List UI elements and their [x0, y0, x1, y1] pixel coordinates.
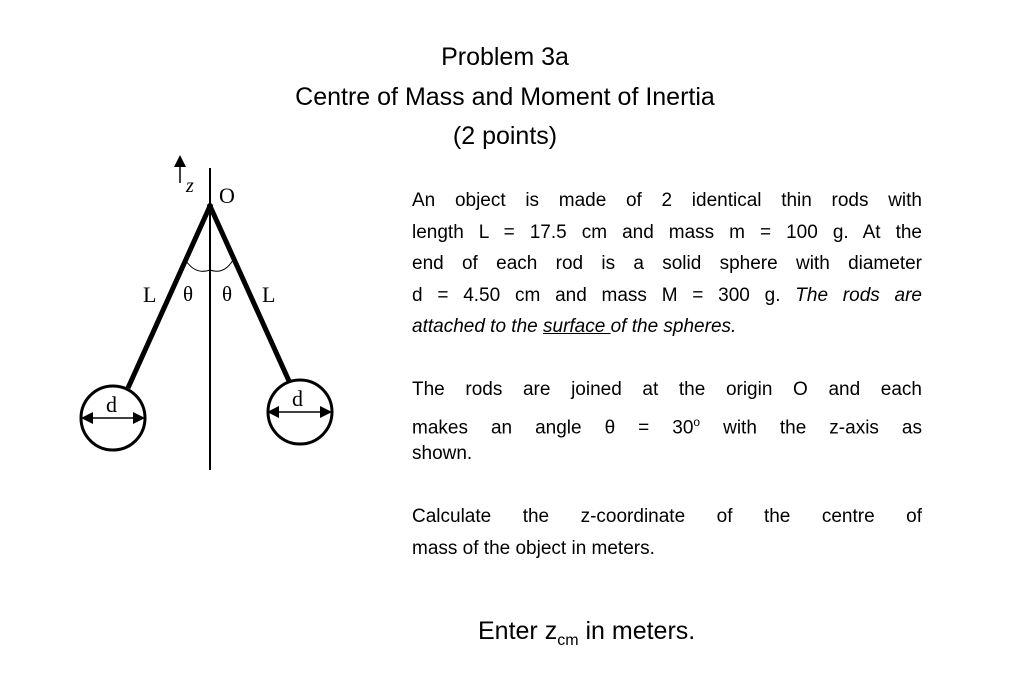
- answer-prompt: [478, 616, 695, 656]
- left-rod: [128, 206, 210, 388]
- degree-superscript: o: [693, 415, 701, 429]
- text-line: shown.: [412, 443, 473, 464]
- italic-note: attached to the: [412, 316, 543, 337]
- right-diameter-label: d: [292, 386, 303, 411]
- prompt-text: in meters.: [578, 617, 696, 645]
- problem-subtitle: Centre of Mass and Moment of Inertia: [295, 83, 715, 111]
- z-axis-label: z: [186, 175, 194, 197]
- right-angle-arc: [210, 260, 233, 271]
- origin-label: O: [219, 183, 235, 208]
- text-line: length L = 17.5 cm and mass m = 100 g. At the: [412, 222, 922, 243]
- text-line: [412, 284, 922, 308]
- text-line: [412, 315, 922, 339]
- left-rod-length-label: L: [143, 282, 157, 307]
- text-segment: with the z-axis as: [700, 417, 922, 439]
- pendulum-diagram: [0, 0, 400, 500]
- underlined-word: surface: [543, 316, 611, 337]
- prompt-subscript: cm: [557, 632, 579, 649]
- problem-title: Problem 3a: [441, 43, 569, 71]
- text-line: The rods are joined at the origin O and each: [412, 379, 922, 400]
- italic-note: The rods are: [795, 285, 922, 306]
- text-segment: d = 4.50 cm and mass M = 300 g.: [412, 285, 796, 306]
- text-line: [412, 410, 922, 440]
- right-rod-length-label: L: [262, 282, 276, 307]
- italic-note: of the spheres.: [610, 316, 737, 337]
- problem-points: (2 points): [452, 122, 558, 150]
- prompt-text: Enter z: [478, 617, 558, 645]
- text-segment: makes an angle θ = 30: [412, 417, 694, 439]
- right-angle-label: θ: [222, 282, 233, 306]
- left-angle-label: θ: [183, 282, 194, 306]
- text-line: end of each rod is a solid sphere with diameter: [412, 253, 922, 274]
- text-line: An object is made of 2 identical thin rods with: [412, 190, 922, 211]
- text-line: Calculate the z-coordinate of the centre of: [412, 506, 922, 527]
- text-line: mass of the object in meters.: [412, 538, 655, 559]
- left-angle-arc: [186, 261, 210, 271]
- left-diameter-label: d: [106, 392, 117, 417]
